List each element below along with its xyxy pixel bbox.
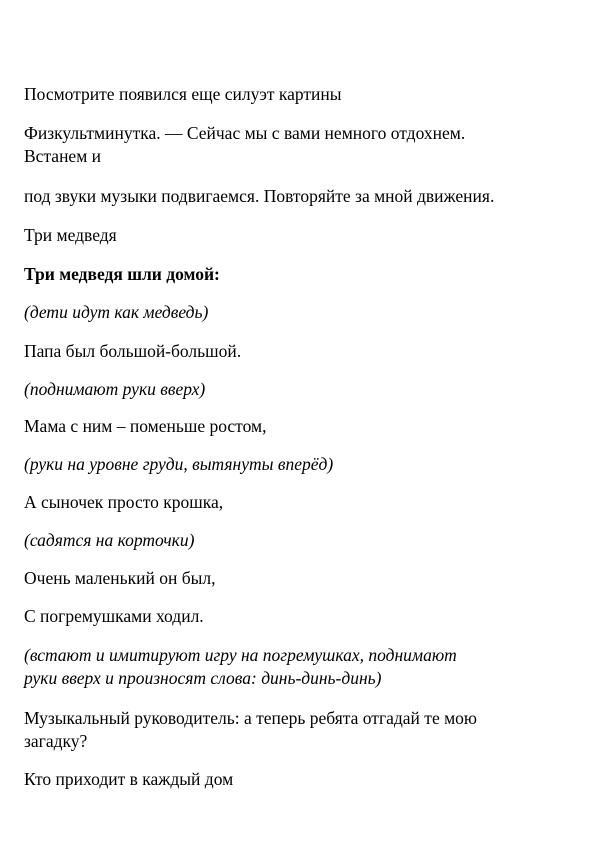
poem-line: С погремушками ходил. xyxy=(24,606,204,626)
poem-first-line: Три медведя шли домой: xyxy=(24,264,220,284)
stage-direction: (встают и имитируют игру на погремушках, поднимают xyxy=(24,645,457,665)
stage-direction: руки вверх и произносят слова: динь-динь-динь) xyxy=(24,668,382,688)
stage-direction: (садятся на корточки) xyxy=(24,530,195,550)
poem-line: Очень маленький он был, xyxy=(24,568,216,588)
stage-direction: (руки на уровне груди, вытянуты вперёд) xyxy=(24,454,334,474)
text-paragraph: Музыкальный руководитель: а теперь ребята отгадай те мою xyxy=(24,708,477,728)
text-paragraph: загадку? xyxy=(24,731,88,751)
stage-direction: (поднимают руки вверх) xyxy=(24,379,206,399)
text-paragraph: Встанем и xyxy=(24,146,102,166)
riddle-line: Кто приходит в каждый дом xyxy=(24,769,234,789)
poem-line: А сыночек просто крошка, xyxy=(24,492,224,512)
text-paragraph: Посмотрите появился еще силуэт картины xyxy=(24,84,342,104)
section-title: Три медведя xyxy=(24,225,117,245)
poem-line: Мама с ним – поменьше ростом, xyxy=(24,416,267,436)
poem-line: Папа был большой-большой. xyxy=(24,341,242,361)
text-paragraph: Физкультминутка. — Сейчас мы с вами немного отдохнем. xyxy=(24,123,466,143)
text-paragraph: под звуки музыки подвигаемся. Повторяйте за мной движения. xyxy=(24,186,495,206)
stage-direction: (дети идут как медведь) xyxy=(24,302,209,322)
